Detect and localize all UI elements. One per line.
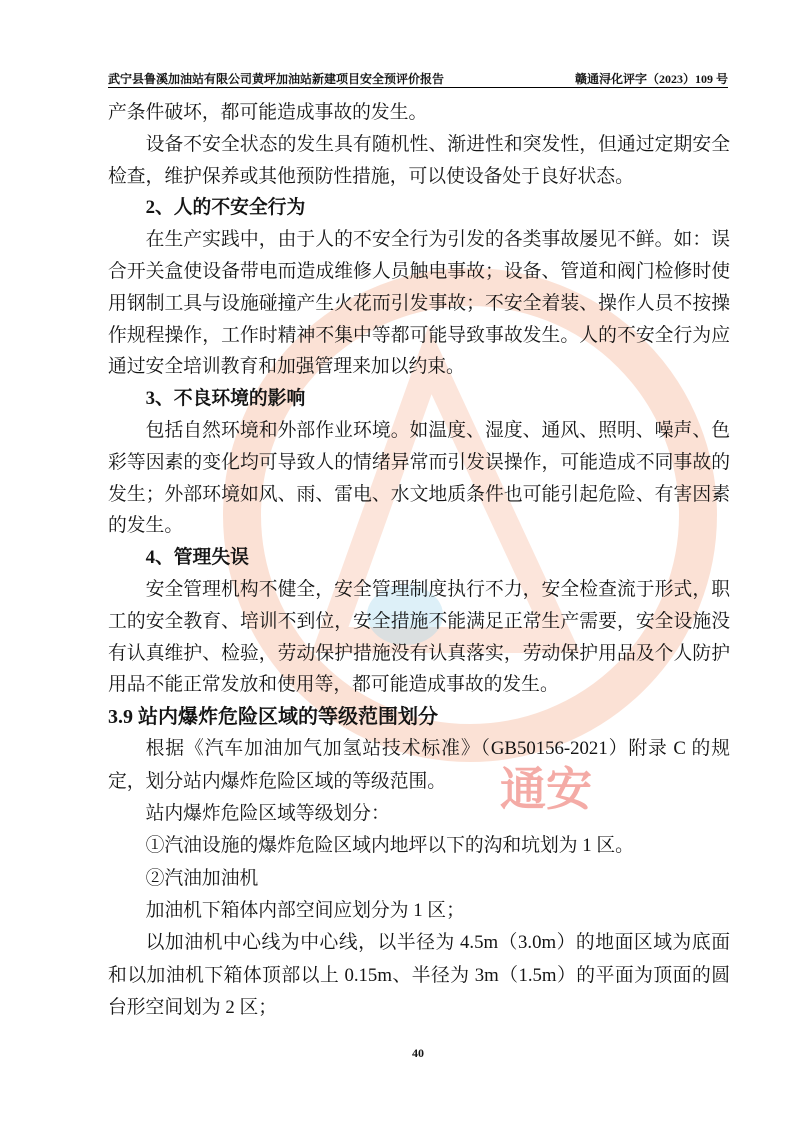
section-paragraph: 站内爆炸危险区域等级划分： xyxy=(145,803,390,825)
header-document-number: 赣通浔化评字（2023）109 号 xyxy=(574,72,728,86)
paragraph-unsafe-behavior: 在生产实践中，由于人的不安全行为引发的各类事故屡见不鲜。如：误合开关盒使设备带电而造成维修人员触电事故；设备、管道和阀门检修时使用钢制工具与设施碰撞产生火花而引发事故；不安全着装、操作人员不按操作规程操作，工作时精神不集中等都可能导致事故发生。人的不安全行为应通过安全培训教育和加强管理来加以约束。 xyxy=(108,229,730,378)
page-body xyxy=(108,97,730,1024)
header-report-title: 武宁县鲁溪加油站有限公司黄坪加油站新建项目安全预评价报告 xyxy=(108,72,445,86)
section-paragraph: 根据《汽车加油加气加氢站技术标准》（GB50156-2021）附录 C 的规定，划分站内爆炸危险区域的等级范围。 xyxy=(108,738,730,792)
page-number: 40 xyxy=(412,1046,424,1060)
section-paragraph: 加油机下箱体内部空间应划分为 1 区； xyxy=(145,899,465,921)
section-paragraph: 以加油机中心线为中心线，以半径为 4.5m（3.0m）的地面区域为底面和以加油机下箱体顶部以上 0.15m、半径为 3m（1.5m）的平面为顶面的圆台形空间划为 2 区； xyxy=(108,932,730,1018)
page-header xyxy=(108,68,728,88)
paragraph-management-failure: 安全管理机构不健全，安全管理制度执行不力，安全检查流于形式，职工的安全教育、培训不到位，安全措施不能满足正常生产需要，安全设施没有认真维护、检验，劳动保护措施没有认真落实，劳动保护用品及个人防护用品不能正常发放和使用等，都可能造成事故的发生。 xyxy=(108,578,730,696)
paragraph-bad-environment: 包括自然环境和外部作业环境。如温度、湿度、通风、照明、噪声、色彩等因素的变化均可导致人的情绪异常而引发误操作，可能造成不同事故的发生；外部环境如风、雨、雷电、水文地质条件也可能引起危险、有害因素的发生。 xyxy=(108,419,730,537)
section-list-item: ①汽油设施的爆炸危险区域内地坪以下的沟和坑划为 1 区。 xyxy=(145,835,634,857)
section-3-9 xyxy=(108,701,730,1024)
paragraph-equipment-state: 设备不安全状态的发生具有随机性、渐进性和突发性，但通过定期安全检查，维护保养或其他预防性措施，可以使设备处于良好状态。 xyxy=(108,133,730,187)
watermark-text: 通安 xyxy=(500,762,592,816)
section-list-item: ②汽油加油机 xyxy=(145,867,259,889)
section-title: 3.9 站内爆炸危险区域的等级范围划分 xyxy=(108,706,438,729)
heading-bad-environment: 3、不良环境的影响 xyxy=(145,388,306,410)
heading-management-failure: 4、管理失误 xyxy=(145,547,249,569)
paragraph-continued: 产条件破坏，都可能造成事故的发生。 xyxy=(108,102,428,123)
heading-unsafe-behavior: 2、人的不安全行为 xyxy=(145,197,306,219)
